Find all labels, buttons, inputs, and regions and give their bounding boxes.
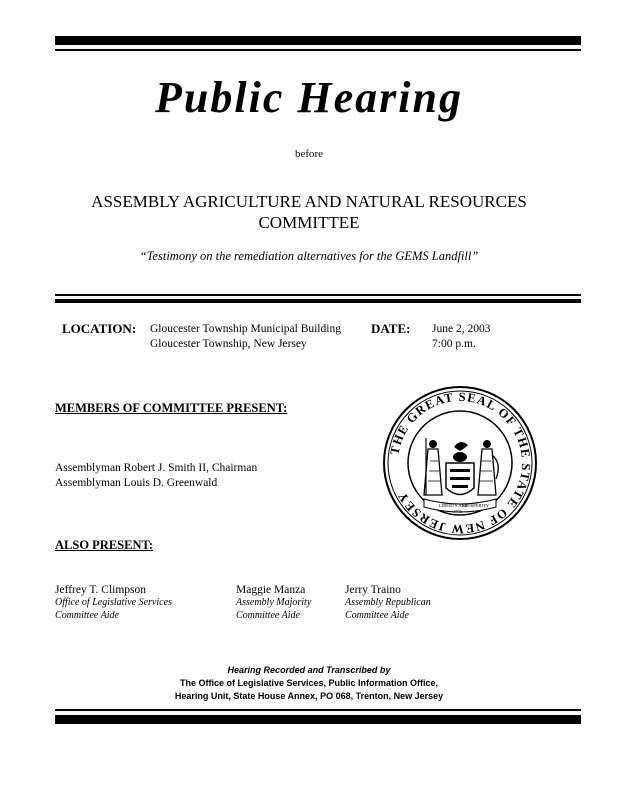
staff-name: Jerry Traino: [345, 584, 401, 596]
also-present-heading: ALSO PRESENT:: [55, 538, 154, 552]
staff-role: Committee Aide: [55, 610, 119, 621]
location-label: LOCATION:: [62, 321, 137, 336]
members-list: [55, 461, 257, 491]
member-item: Assemblyman Louis D. Greenwald: [55, 477, 218, 489]
date-line1: June 2, 2003: [432, 323, 491, 335]
staff-role: Office of Legislative Services: [55, 597, 172, 608]
members-heading: MEMBERS OF COMMITTEE PRESENT:: [55, 401, 288, 415]
date-label: DATE:: [371, 321, 411, 336]
committee-name-line1: ASSEMBLY AGRICULTURE AND NATURAL RESOURCES: [91, 192, 527, 211]
transcription-footer: [0, 664, 618, 703]
date-line2: 7:00 p.m.: [432, 338, 476, 350]
bottom-rule-thick: [55, 715, 581, 724]
staff-person: [236, 584, 311, 622]
mid-rule-thick: [55, 299, 581, 303]
staff-role: Committee Aide: [345, 610, 409, 621]
staff-role: Assembly Majority: [236, 597, 312, 608]
mid-rule-thin: [55, 294, 581, 296]
seal-year: 1776: [453, 509, 462, 514]
staff-role: Assembly Republican: [345, 597, 431, 608]
top-rule-thin: [55, 49, 581, 51]
document-title: Public Hearing: [155, 73, 463, 122]
footer-line3: Hearing Unit, State House Annex, PO 068, Trenton, New Jersey: [174, 691, 444, 701]
seal-ring-text: THE GREAT SEAL OF THE STATE OF NEW JERSEY: [387, 389, 534, 537]
committee-name-line2: COMMITTEE: [258, 213, 360, 232]
location-value: [150, 322, 341, 352]
member-item: Assemblyman Robert J. Smith II, Chairman: [55, 462, 258, 474]
date-value: [432, 322, 490, 352]
staff-name: Maggie Manza: [236, 584, 306, 596]
footer-line1: Hearing Recorded and Transcribed by: [227, 665, 391, 675]
staff-person: [55, 584, 172, 622]
bottom-rule-thin: [55, 709, 581, 711]
staff-role: Committee Aide: [236, 610, 300, 621]
staff-person: [345, 584, 431, 622]
committee-name: [0, 191, 618, 233]
top-rule-thick: [55, 36, 581, 45]
location-line1: Gloucester Township Municipal Building: [150, 323, 341, 335]
location-line2: Gloucester Township, New Jersey: [150, 338, 307, 350]
testimony-subtitle: “Testimony on the remediation alternatives for the GEMS Landfill”: [139, 249, 479, 263]
before-label: before: [294, 148, 324, 160]
seal-banner-right: PROSPERITY: [462, 503, 490, 508]
footer-line2: The Office of Legislative Services, Public Information Office,: [179, 678, 439, 688]
staff-name: Jeffrey T. Climpson: [55, 584, 147, 596]
seal-banner-left: LIBERTY AND: [439, 503, 469, 508]
state-seal-logo: [380, 383, 540, 543]
